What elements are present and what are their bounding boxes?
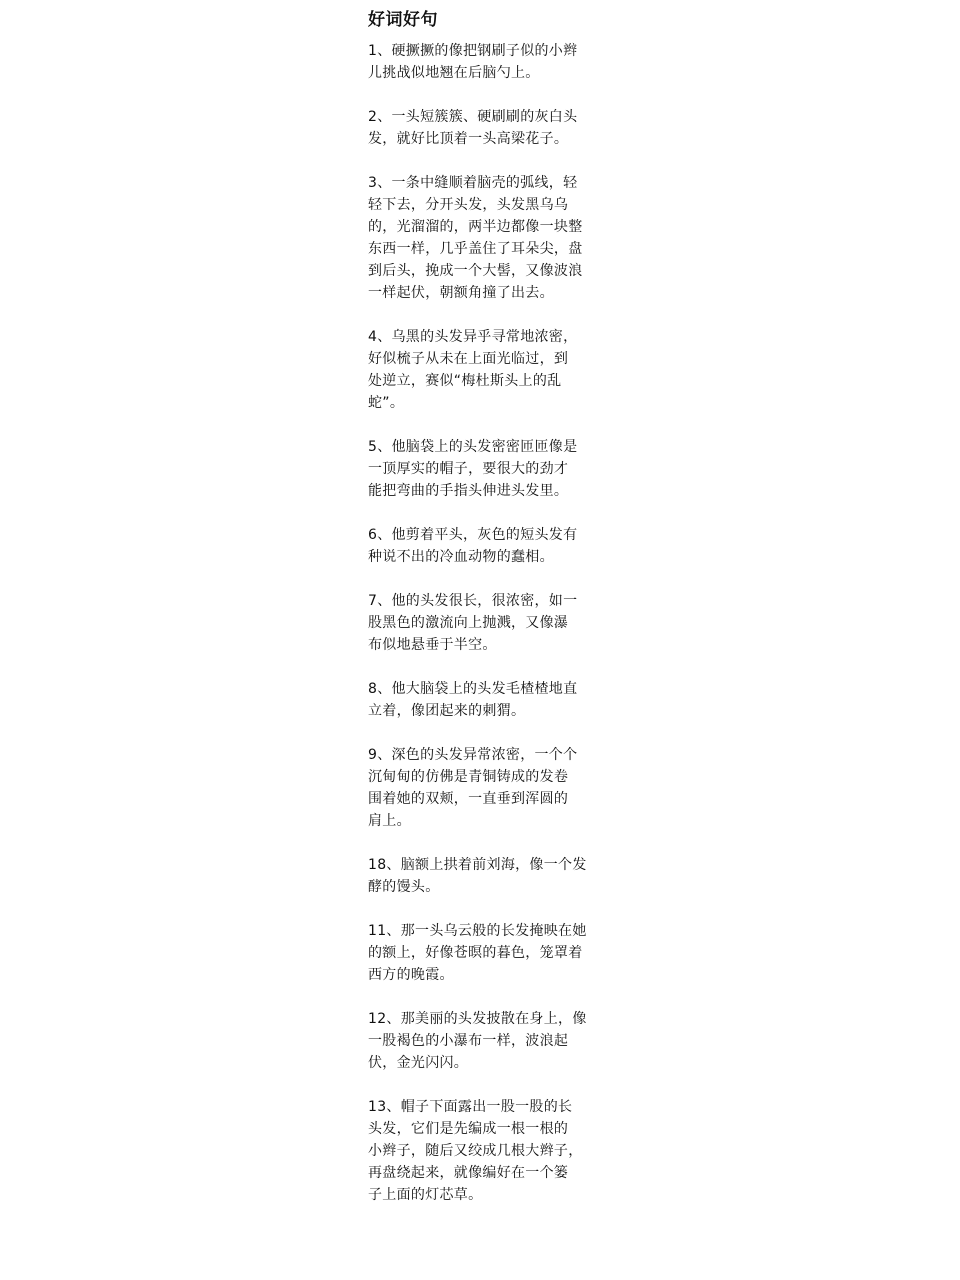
- entry-line: 发，就好比顶着一头高梁花子。: [368, 131, 569, 147]
- entry-line: 8、他大脑袋上的头发毛楂楂地直: [368, 681, 578, 697]
- list-item: [368, 744, 598, 832]
- list-item: [368, 106, 598, 150]
- entry-line: 股黑色的激流向上抛溅，又像瀑: [368, 615, 569, 631]
- entry-line: 头发，它们是先编成一根一根的: [368, 1121, 569, 1137]
- entry-line: 处逆立，赛似“梅杜斯头上的乱: [368, 373, 562, 389]
- entry-line: 到后头，挽成一个大髻，又像波浪: [368, 263, 583, 279]
- entry-line: 的额上，好像苍暝的暮色，笼罩着: [368, 945, 583, 961]
- entry-line: 一样起伏，朝额角撞了出去。: [368, 285, 554, 301]
- entry-line: 蛇”。: [368, 395, 405, 411]
- entry-line: 3、一条中缝顺着脑壳的弧线，轻: [368, 175, 578, 191]
- entry-line: 1、硬撅撅的像把钢刷子似的小辫: [368, 43, 578, 59]
- entry-line: 西方的晚霞。: [368, 967, 454, 983]
- entry-line: 种说不出的冷血动物的蠢相。: [368, 549, 554, 565]
- entry-line: 一股褐色的小瀑布一样，波浪起: [368, 1033, 569, 1049]
- list-item: [368, 590, 598, 656]
- list-item: [368, 172, 598, 304]
- entry-line: 沉甸甸的仿佛是青铜铸成的发卷: [368, 769, 569, 785]
- list-item: [368, 678, 598, 722]
- entry-line: 好似梳子从未在上面光临过，到: [368, 351, 569, 367]
- entry-line: 2、一头短簇簇、硬刷刷的灰白头: [368, 109, 578, 125]
- entry-line: 13、帽子下面露出一股一股的长: [368, 1099, 573, 1115]
- list-item: [368, 326, 598, 414]
- entry-line: 布似地悬垂于半空。: [368, 637, 497, 653]
- entry-line: 子上面的灯芯草。: [368, 1187, 483, 1203]
- entry-line: 伏，金光闪闪。: [368, 1055, 469, 1071]
- article-column: [368, 6, 598, 1228]
- entry-line: 小辫子，随后又绞成几根大辫子，: [368, 1143, 583, 1159]
- entry-line: 能把弯曲的手指头伸进头发里。: [368, 483, 569, 499]
- entry-line: 再盘绕起来，就像编好在一个篓: [368, 1165, 569, 1181]
- entry-line: 立着，像团起来的刺猬。: [368, 703, 526, 719]
- list-item: [368, 524, 598, 568]
- entry-line: 东西一样，几乎盖住了耳朵尖，盘: [368, 241, 583, 257]
- list-item: [368, 1008, 598, 1074]
- entry-line: 7、他的头发很长，很浓密，如一: [368, 593, 578, 609]
- list-item: [368, 854, 598, 898]
- entry-list: [368, 40, 598, 1206]
- list-item: [368, 40, 598, 84]
- entry-line: 围着她的双颊，一直垂到浑圆的: [368, 791, 569, 807]
- entry-line: 18、脑额上拱着前刘海，像一个发: [368, 857, 587, 873]
- entry-line: 11、那一头乌云般的长发掩映在她: [368, 923, 587, 939]
- entry-line: 6、他剪着平头，灰色的短头发有: [368, 527, 578, 543]
- entry-line: 酵的馒头。: [368, 879, 440, 895]
- entry-line: 的，光溜溜的，两半边都像一块整: [368, 219, 583, 235]
- list-item: [368, 436, 598, 502]
- entry-line: 4、乌黑的头发异乎寻常地浓密，: [368, 329, 578, 345]
- entry-line: 肩上。: [368, 813, 411, 829]
- list-item: [368, 920, 598, 986]
- entry-line: 12、那美丽的头发披散在身上，像: [368, 1011, 587, 1027]
- entry-line: 儿挑战似地翘在后脑勺上。: [368, 65, 540, 81]
- list-item: [368, 1096, 598, 1206]
- entry-line: 一顶厚实的帽子，要很大的劲才: [368, 461, 569, 477]
- page-title: 好词好句: [368, 10, 438, 30]
- entry-line: 9、深色的头发异常浓密，一个个: [368, 747, 578, 763]
- entry-line: 轻下去，分开头发，头发黑乌乌: [368, 197, 569, 213]
- entry-line: 5、他脑袋上的头发密密匝匝像是: [368, 439, 578, 455]
